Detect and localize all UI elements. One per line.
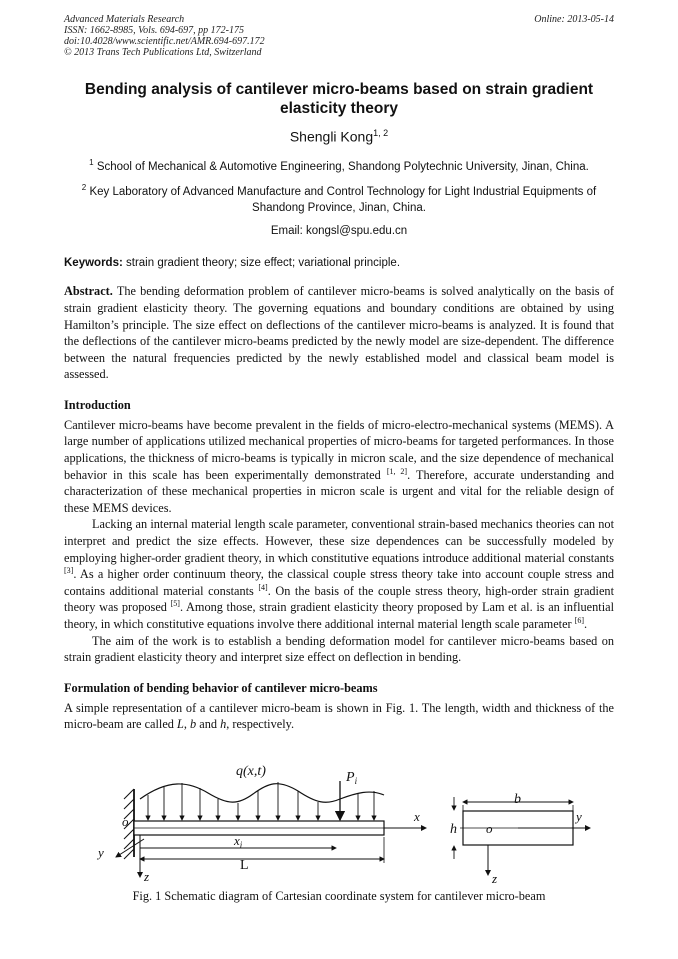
- intro-p1b: . Therefore, accurate understanding and characterization of these mechanical properties in micron scale is urgent and vital for the reliable design of these MEMS devices.: [64, 467, 615, 515]
- section-z-label: z: [492, 871, 498, 886]
- origin-label: o: [122, 814, 129, 829]
- distributed-load-curve: [140, 784, 384, 803]
- journal-header: [64, 14, 614, 58]
- intro-paragraph-1: [64, 417, 614, 517]
- xi-symbol: x: [234, 833, 240, 848]
- section-y-label: y: [576, 809, 582, 824]
- z-axis-label: z: [144, 869, 150, 884]
- figure-caption: Fig. 1 Schematic diagram of Cartesian coordinate system for cantilever micro-beam: [132, 889, 546, 903]
- doi: doi:10.4028/www.scientific.net/AMR.694-697.172: [64, 36, 265, 47]
- symbol-L: L: [177, 717, 184, 732]
- keywords: [64, 257, 614, 269]
- intro-p2c: . On the basis of the couple stress theory, high-order strain gradient theory was proposed: [64, 583, 614, 615]
- symbol-b: b: [190, 717, 197, 732]
- point-load-label: [345, 770, 358, 786]
- keywords-text: strain gradient theory; size effect; variational principle.: [126, 257, 401, 270]
- length-label: L: [240, 858, 249, 873]
- keywords-label: Keywords:: [64, 257, 123, 270]
- affiliation-1-text: School of Mechanical & Automotive Engineering, Shandong Polytechnic University, Jinan, China.: [96, 160, 589, 173]
- intro-p2e: .: [584, 617, 588, 631]
- author: [64, 128, 614, 145]
- width-label: b: [514, 792, 521, 807]
- ref-link-1-2[interactable]: [1, 2]: [386, 466, 408, 476]
- author-sup: 1, 2: [373, 128, 389, 138]
- thickness-label: h: [450, 822, 457, 837]
- email: Email: kongsl@spu.edu.cn: [270, 225, 408, 238]
- author-name: Shengli Kong: [289, 128, 374, 145]
- y-axis-label: y: [98, 845, 104, 860]
- intro-paragraph-2: [64, 516, 614, 632]
- formulation-p1a: A simple representation of a cantilever micro-beam is shown in Fig. 1. The length, width and thickness of the micro-beam are called: [64, 700, 614, 732]
- figure-1-diagram: [88, 759, 594, 889]
- intro-p1a: Cantilever micro-beams have become prevalent in the fields of micro-electro-mechanical systems (MEMS). A large number of applications utilized mechanical properties of micro-beams for targeted performances. In those applications, the thickness of micro-beams is typically in micron scale, and the size dependence of mechanical behavior in this scale has been experimentally demonstrated: [64, 417, 614, 482]
- affiliation-1-sup: 1: [89, 157, 94, 167]
- formulation-paragraph: [64, 700, 614, 733]
- symbol-h: h: [220, 717, 227, 732]
- xi-sub: i: [239, 840, 243, 850]
- affiliation-1: [64, 155, 614, 175]
- point-load-symbol: P: [346, 770, 355, 785]
- online-date: Online: 2013-05-14: [534, 14, 614, 25]
- affiliation-2: [64, 180, 614, 216]
- intro-paragraph-3: The aim of the work is to establish a bending deformation model for cantilever micro-beams based on strain gradient elasticity theory and interpret size effect on deflection in bending.: [64, 633, 614, 665]
- intro-p2a: Lacking an internal material length scale parameter, conventional strain-based mechanics theories can not interpret and predict the size effects. However, these size dependences can be successfully modeled by employing higher-order gradient theory, in which constitutive equations introduce additional material constants: [64, 517, 614, 565]
- load-label: q(x,t): [236, 764, 266, 779]
- intro-heading: Introduction: [64, 397, 131, 412]
- affiliation-2-sup: 2: [81, 183, 87, 193]
- point-load-sub: i: [354, 776, 358, 786]
- section-origin-label: o: [486, 821, 493, 836]
- cross-section: [460, 805, 576, 845]
- ref-link-4[interactable]: [4]: [258, 582, 268, 592]
- paper-page: [64, 14, 614, 733]
- x-axis-label: x: [414, 809, 420, 824]
- affiliation-2-text: Key Laboratory of Advanced Manufacture and Control Technology for Light Industrial Equipments of Shandong Province, Jinan, China.: [89, 186, 597, 215]
- formulation-sep2: and: [196, 717, 221, 732]
- ref-link-5[interactable]: [5]: [170, 599, 180, 609]
- paper-title: Bending analysis of cantilever micro-beams based on strain gradient elasticity theory: [84, 81, 594, 117]
- ref-link-3[interactable]: [3]: [64, 566, 74, 576]
- intro-p2d: . Among those, strain gradient elasticity theory proposed by Lam et al. is an influential theory, in which constitutive equations involve there additional internal material length scale parameter: [64, 600, 614, 631]
- formulation-p1b: , respectively.: [226, 717, 295, 732]
- formulation-heading: Formulation of bending behavior of cantilever micro-beams: [64, 680, 378, 695]
- abstract: [64, 283, 614, 383]
- copyright: © 2013 Trans Tech Publications Ltd, Switzerland: [64, 47, 262, 58]
- formulation-sep1: ,: [183, 717, 190, 732]
- intro-p2b: . As a higher order continuum theory, the classical couple stress theory take into account couple stress and contains additional material constants: [64, 567, 614, 598]
- ref-link-6[interactable]: [6]: [574, 616, 585, 625]
- beam: [134, 821, 388, 835]
- journal-name: Advanced Materials Research: [64, 14, 185, 25]
- issn: ISSN: 1662-8985, Vols. 694-697, pp 172-175: [64, 25, 244, 36]
- abstract-label: Abstract.: [64, 284, 113, 299]
- abstract-text: The bending deformation problem of cantilever micro-beams is solved analytically on the basis of strain gradient elasticity theory. The governing equations and boundary conditions are obtained by using Hamilton’s principle. The size effect on deflections of the cantilever micro-beams is analyzed. It is found that the deflections of the cantilever micro-beams predicted by the newly model are size-dependent. The difference between the natural frequencies predicted by the newly established model and classical beam model is assessed.: [64, 284, 614, 382]
